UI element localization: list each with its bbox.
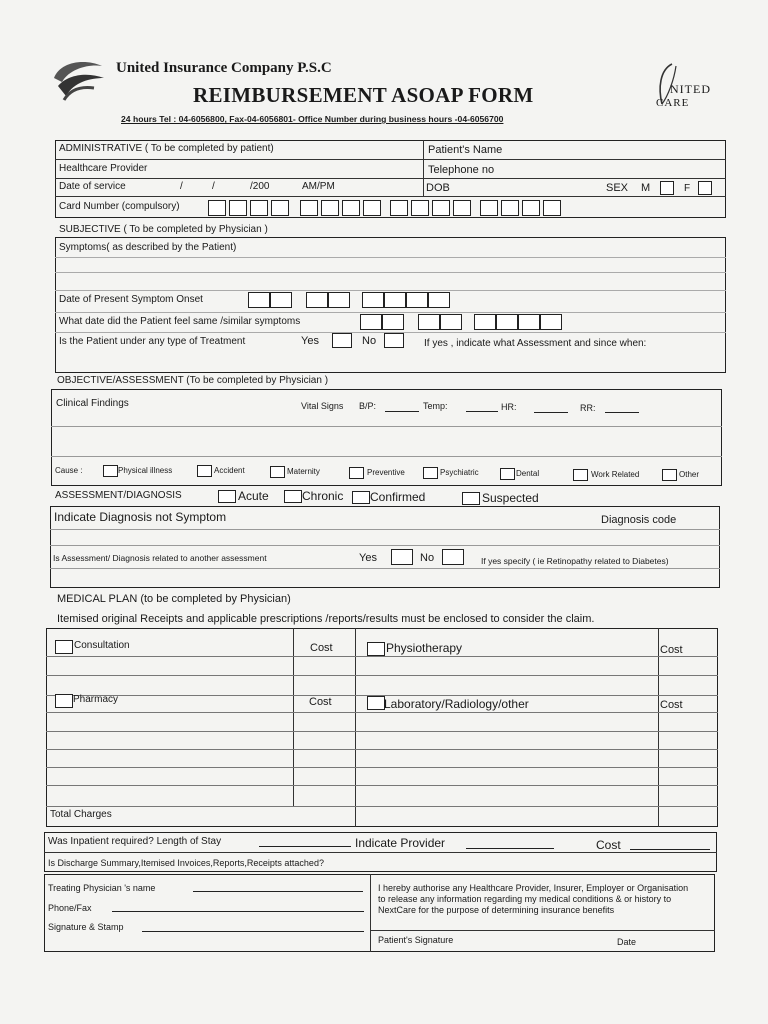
cause-preventive-label: Preventive [367,468,405,477]
pharmacy-checkbox[interactable] [55,694,73,708]
chronic-checkbox[interactable] [284,490,302,503]
laboratory-label: Laboratory/Radiology/other [384,697,529,711]
related-yes-label: Yes [359,552,377,564]
indicate-diagnosis-label: Indicate Diagnosis not Symptom [54,510,227,524]
cause-physical-illness-checkbox[interactable] [103,465,118,477]
healthcare-provider-label: Healthcare Provider [59,163,148,174]
cause-psychiatric-checkbox[interactable] [423,467,438,479]
related-yes-checkbox[interactable] [391,549,413,565]
treatment-yes-label: Yes [301,335,319,347]
suspected-label: Suspected [482,491,539,505]
pharmacy-cost-label: Cost [309,696,332,708]
related-no-label: No [420,552,435,564]
signature-stamp-field[interactable] [142,931,364,932]
acute-checkbox[interactable] [218,490,236,503]
sex-female-label: F [684,183,691,194]
subjective-heading: SUBJECTIVE ( To be completed by Physician ) [59,224,268,235]
temp-label: Temp: [423,401,448,411]
date-label: Date [617,937,637,947]
indicate-provider-label: Indicate Provider [355,836,446,850]
similar-date-cells[interactable] [360,314,565,330]
date-of-service-label: Date of service [59,181,126,192]
cause-maternity-checkbox[interactable] [270,466,285,478]
unitedcare-logo [650,60,730,110]
physiotherapy-checkbox[interactable] [367,642,385,656]
company-logo [50,56,106,104]
medical-plan-note: Itemised original Receipts and applicable prescriptions /reports/results must be enclosed to consider the claim. [57,613,595,625]
phone-fax-field[interactable] [112,911,364,912]
diagnosis-code-label: Diagnosis code [601,514,677,526]
suspected-checkbox[interactable] [462,492,480,505]
total-charges-label: Total Charges [50,809,112,820]
physiotherapy-label: Physiotherapy [386,641,463,655]
date-slash-2: / [212,181,215,192]
signature-stamp-label: Signature & Stamp [48,922,124,932]
cause-preventive-checkbox[interactable] [349,467,364,479]
cause-work-related-checkbox[interactable] [573,469,588,481]
date-year: /200 [250,181,270,192]
phone-fax-label: Phone/Fax [48,903,92,913]
treating-physician-field[interactable] [193,891,363,892]
onset-label: Date of Present Symptom Onset [59,294,203,305]
sex-female-checkbox[interactable] [698,181,712,195]
cause-dental-label: Dental [516,469,540,478]
treatment-label: Is the Patient under any type of Treatment [59,336,246,347]
same-similar-label: What date did the Patient feel same /similar symptoms [59,316,301,327]
discharge-label: Is Discharge Summary,Itemised Invoices,Reports,Receipts attached? [48,858,324,868]
sex-male-label: M [641,182,651,194]
related-if-yes-label: If yes specify ( ie Retinopathy related to Diabetes) [481,556,669,566]
administrative-heading: ADMINISTRATIVE ( To be completed by patient) [59,143,274,154]
card-number-label: Card Number (compulsory) [59,201,180,212]
sex-male-checkbox[interactable] [660,181,674,195]
confirmed-label: Confirmed [370,490,426,504]
medical-plan-heading: MEDICAL PLAN (to be completed by Physician) [57,593,291,605]
authorise-text: I hereby authorise any Healthcare Provider, Insurer, Employer or Organisation to release any information regarding my medical conditions & or history to NextCare for the purpose of determining insurance benefits [378,883,689,915]
laboratory-checkbox[interactable] [367,696,385,710]
consultation-checkbox[interactable] [55,640,73,654]
cause-other-label: Other [679,470,700,479]
cause-label: Cause : [55,466,83,475]
cause-work-related-label: Work Related [591,470,640,479]
footer-cost-label: Cost [596,838,621,852]
acute-label: Acute [238,489,269,503]
consultation-cost-label: Cost [310,642,333,654]
laboratory-cost-label: Cost [660,699,683,711]
cause-psychiatric-label: Psychiatric [440,468,479,477]
treatment-yes-checkbox[interactable] [332,333,352,348]
hr-label: HR: [501,402,517,412]
company-name: United Insurance Company P.S.C [116,60,332,76]
related-no-checkbox[interactable] [442,549,464,565]
consultation-label: Consultation [74,640,130,651]
cause-accident-label: Accident [214,466,245,475]
dob-label: DOB [426,182,450,194]
telephone-label: Telephone no [428,164,495,176]
unitedcare-logo-line2: CARE [656,97,690,109]
inpatient-label: Was Inpatient required? Length of Stay [48,836,222,847]
rr-label: RR: [580,403,596,413]
treatment-no-checkbox[interactable] [384,333,404,348]
cause-maternity-label: Maternity [287,467,320,476]
patient-name-label: Patient's Name [428,144,503,156]
form-title: REIMBURSEMENT ASOAP FORM [193,83,534,107]
cause-other-checkbox[interactable] [662,469,677,481]
bp-label: B/P: [359,401,377,411]
onset-date-cells[interactable] [248,292,458,308]
contact-line: 24 hours Tel : 04-6056800, Fax-04-6056801- Office Number during business hours -04-6056700 [121,114,504,124]
confirmed-checkbox[interactable] [352,491,370,504]
objective-heading: OBJECTIVE/ASSESSMENT (To be completed by Physician ) [57,375,329,386]
related-assessment-label: Is Assessment/ Diagnosis related to another assessment [53,553,267,563]
pharmacy-label: Pharmacy [73,694,119,705]
physiotherapy-cost-label: Cost [660,644,683,656]
unitedcare-logo-line1: NITED [670,82,711,96]
treatment-no-label: No [362,335,377,347]
card-number-cells[interactable] [208,198,570,216]
patient-signature-label: Patient's Signature [378,935,454,945]
ampm-label: AM/PM [302,181,335,192]
sex-label: SEX [606,182,629,194]
cause-physical-illness-label: Physical illness [118,466,173,475]
medical-plan-table [46,628,718,827]
chronic-label: Chronic [302,489,344,503]
vital-signs-label: Vital Signs [301,401,344,411]
assessment-heading: ASSESSMENT/DIAGNOSIS [55,490,182,501]
treatment-if-yes-label: If yes , indicate what Assessment and since when: [424,338,647,349]
symptoms-label: Symptoms( as described by the Patient) [59,242,237,253]
treating-physician-label: Treating Physician 's name [48,883,156,893]
date-slash-1: / [180,181,183,192]
clinical-findings-label: Clinical Findings [56,398,129,409]
cause-accident-checkbox[interactable] [197,465,212,477]
cause-dental-checkbox[interactable] [500,468,515,480]
